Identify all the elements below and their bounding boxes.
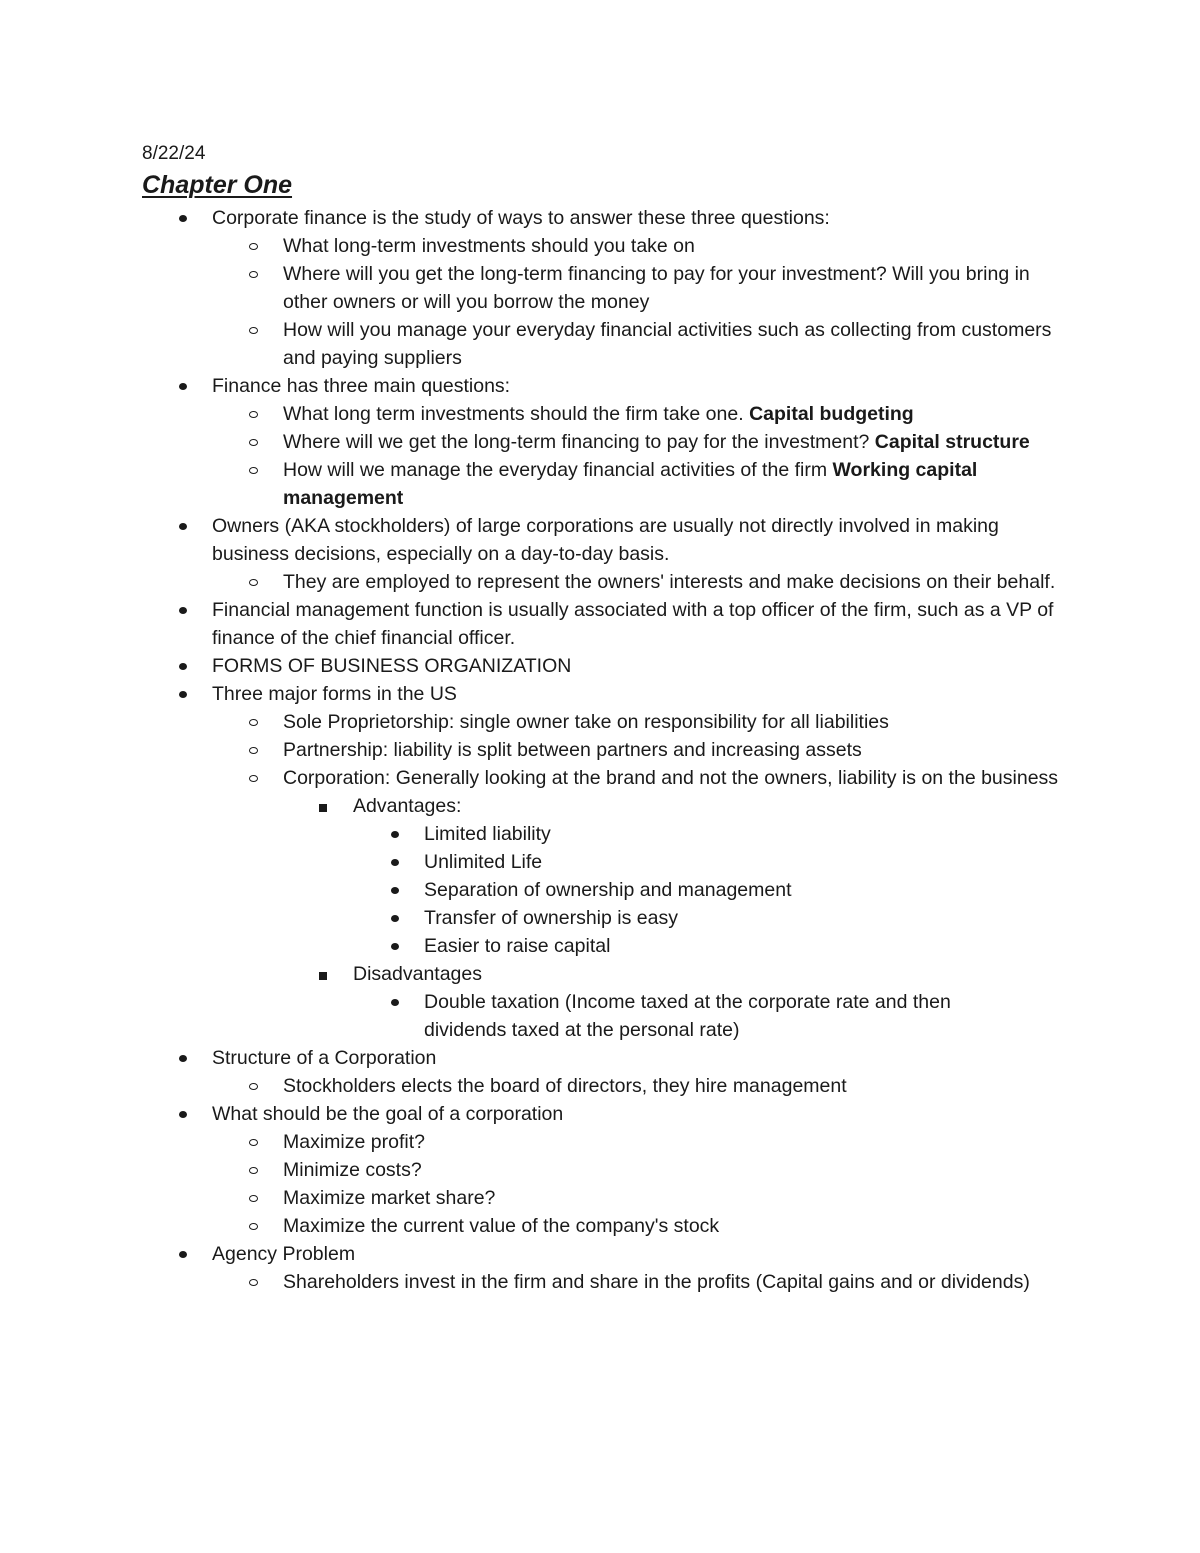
list-item: [424, 848, 1020, 876]
filled-bullet-icon: [179, 607, 187, 614]
list-item-text: Maximize profit?: [283, 1131, 425, 1153]
list-item-text: Separation of ownership and management: [424, 879, 792, 901]
list-item-text: Minimize costs?: [283, 1159, 422, 1181]
hollow-bullet-icon: [249, 1167, 258, 1174]
filled-bullet-icon: [179, 691, 187, 698]
list-item: [283, 260, 1060, 316]
hollow-bullet-icon: [249, 327, 258, 334]
list-item-term: Working capital management: [283, 459, 978, 509]
hollow-bullet-icon: [249, 747, 258, 754]
list-item-text: Three major forms in the US: [212, 683, 457, 705]
list-item: [424, 904, 1020, 932]
list-item: [283, 1212, 1060, 1240]
note-date: 8/22/24: [142, 143, 206, 164]
list-item-text: What long term investments should the firm take one.: [283, 403, 750, 425]
list-item-text: Where will we get the long-term financing to pay for the investment?: [283, 431, 875, 453]
square-bullet-icon: [319, 804, 327, 812]
filled-bullet-icon: [179, 1251, 187, 1258]
list-item-text: Financial management function is usually associated with a top officer of the firm, such as a VP of finance of the chief financial officer.: [212, 599, 1054, 649]
list-item: [283, 400, 1060, 428]
list-item-text: What long-term investments should you take on: [283, 235, 695, 257]
list-item: [353, 960, 1060, 988]
list-item-text: Partnership: liability is split between partners and increasing assets: [283, 739, 862, 761]
list-item-text: Unlimited Life: [424, 851, 543, 873]
list-item: [424, 988, 1020, 1044]
list-item-text: Disadvantages: [353, 963, 482, 985]
list-item: [283, 1184, 1060, 1212]
list-item: [283, 736, 1060, 764]
hollow-bullet-icon: [249, 719, 258, 726]
list-item-text: How will we manage the everyday financial activities of the firm: [283, 459, 833, 481]
list-item: [212, 1100, 1060, 1128]
list-item: [283, 764, 1060, 792]
list-item: [424, 820, 1020, 848]
hollow-bullet-icon: [249, 1279, 258, 1286]
list-item-text: Transfer of ownership is easy: [424, 907, 678, 929]
hollow-bullet-icon: [249, 1223, 258, 1230]
list-item-text: Structure of a Corporation: [212, 1047, 437, 1069]
filled-bullet-icon: [179, 523, 187, 530]
list-item-term: Capital structure: [874, 431, 1030, 453]
list-item-text: How will you manage your everyday financial activities such as collecting from customers and paying suppliers: [283, 319, 1052, 369]
hollow-bullet-icon: [249, 775, 258, 782]
list-item: [283, 428, 1060, 456]
list-item: [283, 1072, 1060, 1100]
filled-bullet-icon: [179, 383, 187, 390]
chapter-title: Chapter One: [142, 171, 293, 199]
filled-bullet-icon: [179, 663, 187, 670]
filled-bullet-icon: [391, 887, 399, 894]
list-item-text: Finance has three main questions:: [212, 375, 511, 397]
filled-bullet-icon: [391, 999, 399, 1006]
hollow-bullet-icon: [249, 271, 258, 278]
list-item-text: FORMS OF BUSINESS ORGANIZATION: [212, 655, 572, 677]
list-item-text: Maximize market share?: [283, 1187, 496, 1209]
filled-bullet-icon: [391, 915, 399, 922]
list-item: [283, 456, 1060, 512]
list-item-text: What should be the goal of a corporation: [212, 1103, 564, 1125]
list-item: [424, 876, 1020, 904]
filled-bullet-icon: [179, 215, 187, 222]
list-item: [283, 708, 1060, 736]
list-item: [283, 568, 1060, 596]
list-item-text: Maximize the current value of the company's stock: [283, 1215, 720, 1237]
list-item-text: Agency Problem: [212, 1243, 356, 1265]
list-item: [283, 1128, 1060, 1156]
list-item: [212, 596, 1060, 652]
list-item: [283, 1268, 1060, 1296]
list-item-text: Stockholders elects the board of directors, they hire management: [283, 1075, 847, 1097]
hollow-bullet-icon: [249, 1139, 258, 1146]
hollow-bullet-icon: [249, 411, 258, 418]
list-item: [283, 316, 1060, 372]
list-item: [212, 1044, 1060, 1072]
list-item-text: Corporation: Generally looking at the brand and not the owners, liability is on the business: [283, 767, 1059, 789]
list-item-text: Sole Proprietorship: single owner take on responsibility for all liabilities: [283, 711, 889, 733]
list-item: [212, 204, 1060, 232]
list-item-text: Double taxation (Income taxed at the corporate rate and then dividends taxed at the personal rate): [424, 991, 951, 1041]
hollow-bullet-icon: [249, 467, 258, 474]
list-item-text: Where will you get the long-term financing to pay for your investment? Will you bring in other owners or will you borrow the money: [283, 263, 1030, 313]
list-item-text: Shareholders invest in the firm and share in the profits (Capital gains and or dividends): [283, 1271, 1030, 1293]
list-item: [283, 1156, 1060, 1184]
list-item: [283, 232, 1060, 260]
list-item: [353, 792, 1060, 820]
filled-bullet-icon: [179, 1055, 187, 1062]
list-item: [424, 932, 1020, 960]
list-item-text: They are employed to represent the owners' interests and make decisions on their behalf.: [283, 571, 1056, 593]
list-item-text: Easier to raise capital: [424, 935, 611, 957]
list-item: [212, 1240, 1060, 1268]
filled-bullet-icon: [391, 859, 399, 866]
list-item: [212, 652, 1060, 680]
square-bullet-icon: [319, 972, 327, 980]
list-item-text: Corporate finance is the study of ways to answer these three questions:: [212, 207, 830, 229]
list-item: [212, 680, 1060, 708]
notes-outline: [0, 204, 1200, 1296]
list-item-term: Capital budgeting: [749, 403, 914, 425]
filled-bullet-icon: [391, 943, 399, 950]
list-item: [212, 372, 1060, 400]
list-item-text: Advantages:: [353, 795, 462, 817]
hollow-bullet-icon: [249, 579, 258, 586]
hollow-bullet-icon: [249, 243, 258, 250]
list-item-text: Limited liability: [424, 823, 551, 845]
hollow-bullet-icon: [249, 1195, 258, 1202]
list-item: [212, 512, 1060, 568]
filled-bullet-icon: [391, 831, 399, 838]
filled-bullet-icon: [179, 1111, 187, 1118]
hollow-bullet-icon: [249, 439, 258, 446]
list-item-text: Owners (AKA stockholders) of large corporations are usually not directly involved in making business decisions, especially on a day-to-day basis.: [212, 515, 999, 565]
hollow-bullet-icon: [249, 1083, 258, 1090]
